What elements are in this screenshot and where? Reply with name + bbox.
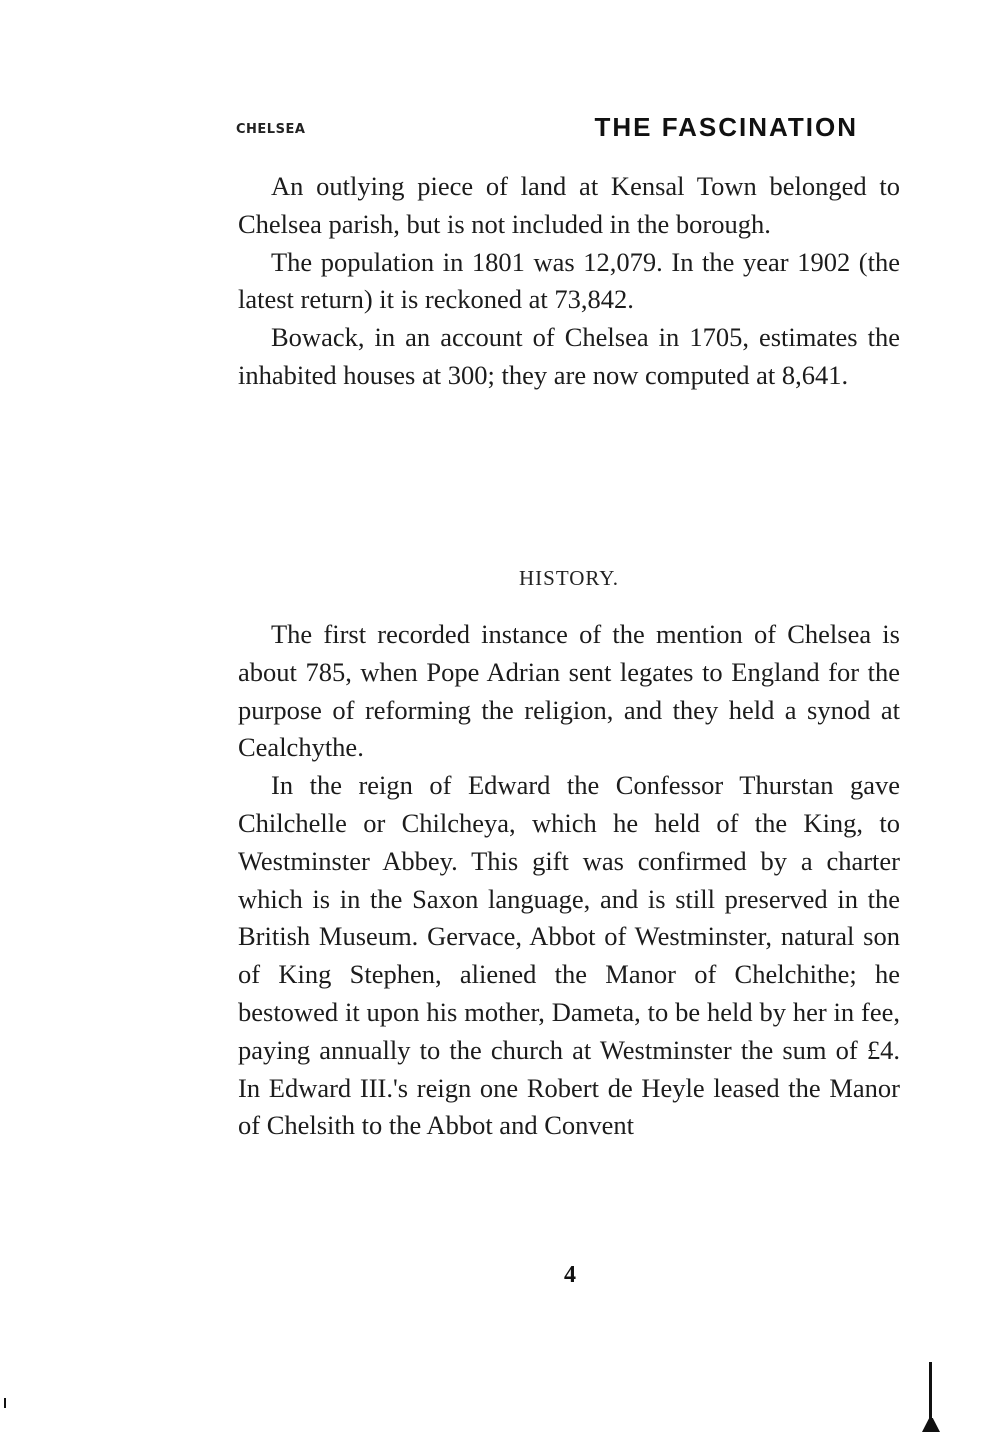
running-title: THE FASCINATION	[594, 112, 858, 142]
history-text-block	[238, 616, 900, 1145]
section-heading: HISTORY.	[518, 566, 619, 590]
scan-artifact-mark	[4, 1398, 6, 1408]
paragraph: In the reign of Edward the Confessor Thurstan gave Chilchelle or Chilcheya, which he held of the King, to Westminster Abbey. This gift was confirmed by a charter which is in the Saxon language, and is still preserved in the British Museum. Gervace, Abbot of Westminster, natural son of King Stephen, aliened the Manor of Chelchithe; he bestowed it upon his mother, Dameta, to be held by her in fee, paying annually to the church at Westminster the sum of £4. In Edward III.'s reign one Robert de Heyle leased the Manor of Chelsith to the Abbot and Convent	[238, 770, 900, 1141]
paragraph: An outlying piece of land at Kensal Town belonged to Chelsea parish, but is not included in the borough.	[238, 171, 900, 239]
scan-artifact-mark	[929, 1362, 932, 1420]
page-number: 4	[564, 1262, 576, 1288]
running-head	[236, 112, 858, 148]
paragraph: The first recorded instance of the mention of Chelsea is about 785, when Pope Adrian sent legates to England for the purpose of reforming the religion, and they held a synod at Cealchythe.	[238, 619, 900, 763]
scan-artifact-mark	[922, 1418, 940, 1432]
intro-text-block	[238, 168, 900, 395]
paragraph: The population in 1801 was 12,079. In the year 1902 (the latest return) it is reckoned at 73,842.	[238, 246, 900, 315]
section-label: CHELSEA	[236, 122, 306, 137]
paragraph: Bowack, in an account of Chelsea in 1705, estimates the inhabited houses at 300; they are now computed at 8,641.	[238, 322, 900, 390]
